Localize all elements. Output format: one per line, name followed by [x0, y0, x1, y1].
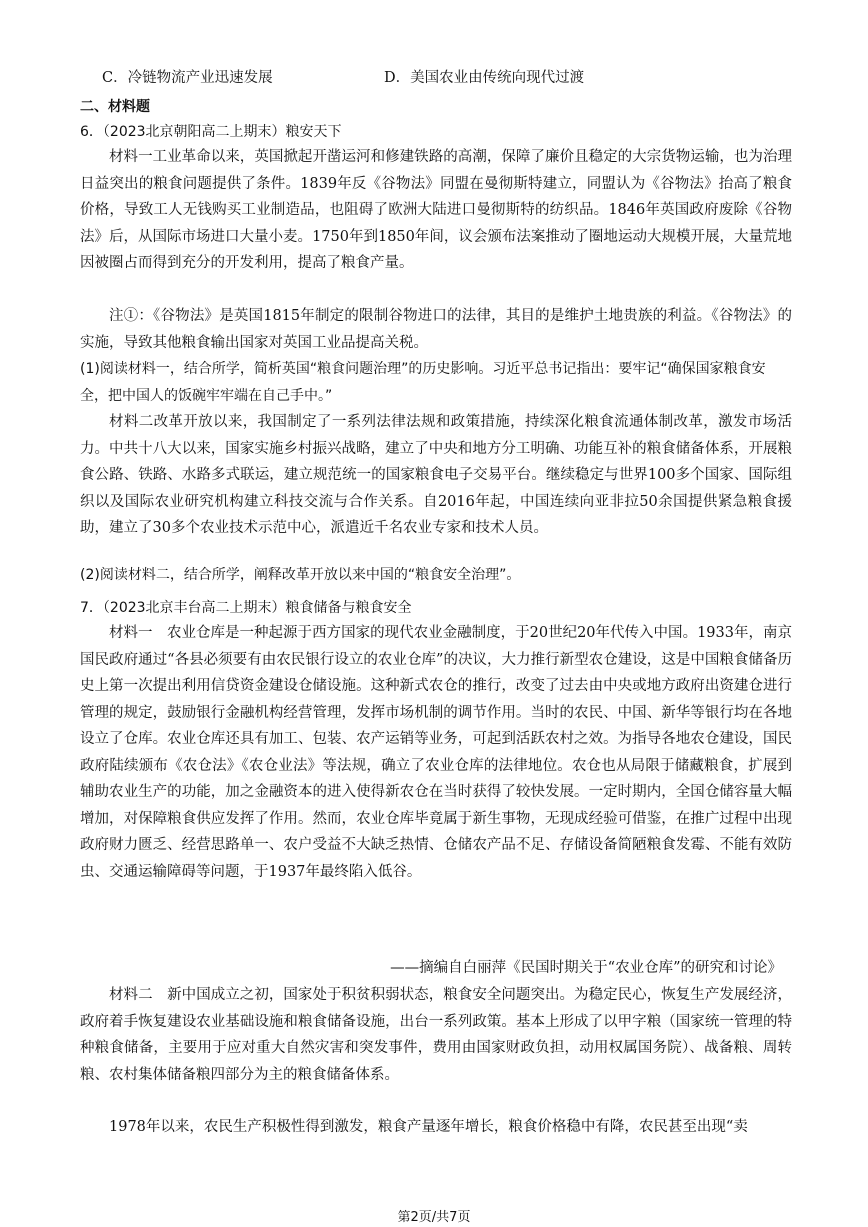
section-heading: 二、材料题 [80, 99, 150, 115]
q6-material-1: 材料一工业革命以来，英国掀起开凿运河和修建铁路的高潮，保障了廉价且稳定的大宗货物运输，也为治理日益突出的粮食问题提供了条件。1839年反《谷物法》同盟在曼彻斯特建立，同盟认为《谷物法》抬高了粮食价格，导致工人无钱购买工业制造品，也阻碍了欧洲大陆进口曼彻斯特的纺织品。1846年英国政府废除《谷物法》后，从国际市场进口大量小麦。1750年到1850年间，议会颁布法案推动了圈地运动大规模开展，大量荒地因被圈占而得到充分的开发利用，提高了粮食产量。 [80, 149, 792, 271]
option-c: C．冷链物流产业迅速发展 [102, 70, 273, 86]
q7-material-2: 材料二 新中国成立之初，国家处于积贫积弱状态，粮食安全问题突出。为稳定民心，恢复生产发展经济，政府着手恢复建设农业基础设施和粮食储备设施，出台一系列政策。基本上形成了以甲字粮（国家统一管理的特种粮食储备，主要用于应对重大自然灾害和突发事件，费用由国家财政负担，动用权属国务院）、战备粮、周转粮、农村集体储备粮四部分为主的粮食储备体系。 [80, 987, 792, 1083]
q6-sub-question-2: (2)阅读材料二，结合所学，阐释改革开放以来中国的“粮食安全治理”。 [80, 567, 521, 583]
q6-sub-question-1: (1)阅读材料一，结合所学，简析英国“粮食问题治理”的历史影响。习近平总书记指出：要牢记“确保国家粮食安全，把中国人的饭碗牢牢端在自己手中。” [80, 361, 766, 404]
q7-material-2-continued: 1978年以来，农民生产积极性得到激发，粮食产量逐年增长，粮食价格稳中有降，农民甚至出现“卖 [109, 1119, 748, 1135]
q7-source-citation: ——摘编自白丽萍《民国时期关于“农业仓库”的研究和讨论》 [390, 960, 782, 976]
option-d: D．美国农业由传统向现代过渡 [384, 70, 585, 86]
page-number: 第2页/共7页 [397, 1210, 471, 1225]
q6-note: 注①：《谷物法》是英国1815年制定的限制谷物进口的法律，其目的是维护土地贵族的利益。《谷物法》的实施，导致其他粮食输出国家对英国工业品提高关税。 [80, 308, 792, 351]
answer-options [102, 66, 802, 88]
question-7-title: 7．（2023北京丰台高二上期末）粮食储备与粮食安全 [80, 600, 412, 616]
q6-material-2: 材料二改革开放以来，我国制定了一系列法律法规和政策措施，持续深化粮食流通体制改革，激发市场活力。中共十八大以来，国家实施乡村振兴战略，建立了中央和地方分工明确、功能互补的粮食储备体系，开展粮食公路、铁路、水路多式联运，建立规范统一的国家粮食电子交易平台。继续稳定与世界100多个国家、国际组织以及国际农业研究机构建立科技交流与合作关系。自2016年起，中国连续向亚非拉50余国提供紧急粮食援助，建立了30多个农业技术示范中心，派遣近千名农业专家和技术人员。 [80, 414, 792, 536]
question-6-title: 6．（2023北京朝阳高二上期末）粮安天下 [80, 124, 342, 140]
q7-material-1: 材料一 农业仓库是一种起源于西方国家的现代农业金融制度，于20世纪20年代传入中国。1933年，南京国民政府通过“各县必须要有由农民银行设立的农业仓库”的决议，大力推行新型农仓建设，这是中国粮食储备历史上第一次提出利用信贷资金建设仓储设施。这种新式农仓的推行，改变了过去由中央或地方政府出资建仓进行管理的规定，鼓励银行金融机构经营管理，发挥市场机制的调节作用。当时的农民、中国、新华等银行均在各地设立了仓库。农业仓库还具有加工、包装、农产运销等业务，可起到活跃农村之效。为指导各地农仓建设，国民政府陆续颁布《农仓法》《农仓业法》等法规，确立了农业仓库的法律地位。农仓也从局限于储藏粮食，扩展到辅助农业生产的功能，加之金融资本的进入使得新农仓在当时获得了较快发展。一定时期内，全国仓储容量大幅增加，对保障粮食供应发挥了作用。然而，农业仓库毕竟属于新生事物，无现成经验可借鉴，在推广过程中出现政府财力匮乏、经营思路单一、农户受益不大缺乏热情、仓储农产品不足、存储设备简陋粮食发霉、不能有效防虫、交通运输障碍等问题，于1937年最终陷入低谷。 [80, 625, 792, 880]
